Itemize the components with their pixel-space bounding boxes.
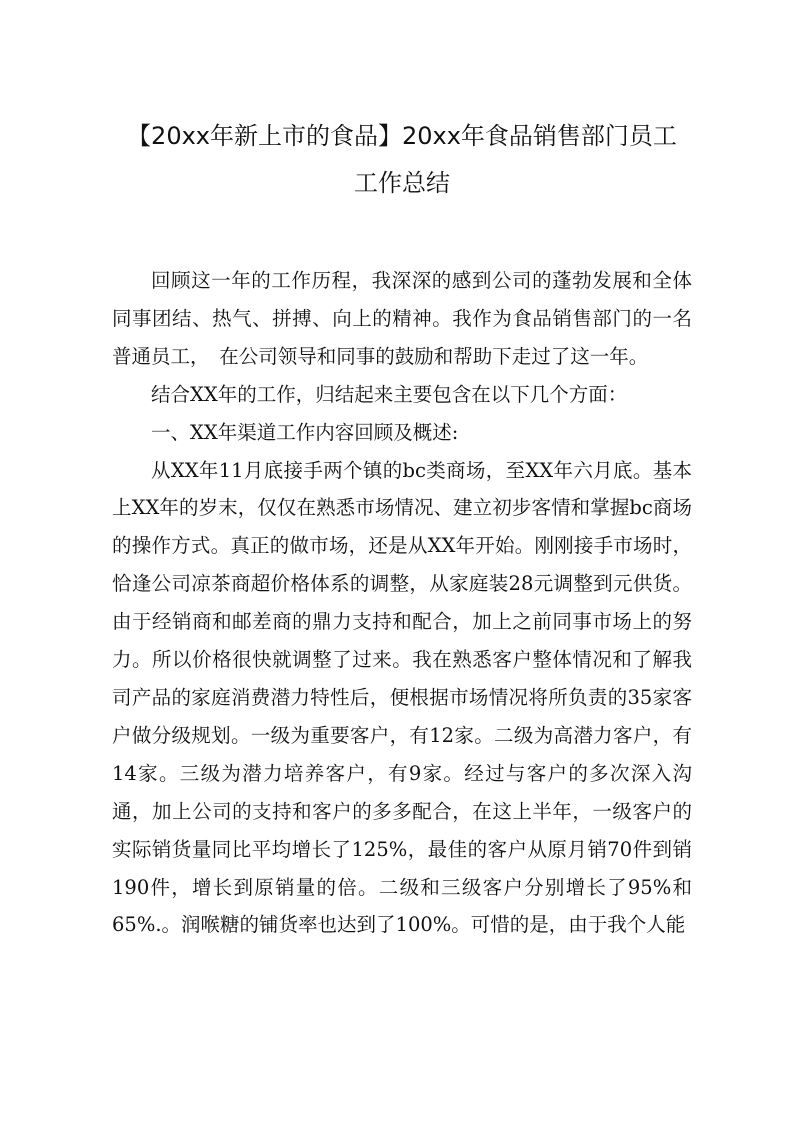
document-body — [112, 262, 692, 944]
document-title: 【20xx年新上市的食品】20xx年食品销售部门员工工作总结 — [127, 122, 677, 197]
paragraph-intro: 回顾这一年的工作历程，我深深的感到公司的蓬勃发展和全体同事团结、热气、拼搏、向上的精神。我作为食品销售部门的一名普通员工， 在公司领导和同事的鼓励和帮助下走过了这一年。 — [112, 269, 692, 368]
paragraph-channel-review: 从XX年11月底接手两个镇的bc类商场，至XX年六月底。基本上XX年的岁末，仅仅在熟悉市场情况、建立初步客情和掌握bc商场的操作方式。真正的做市场，还是从XX年开始。刚刚接手市场时，恰逢公司凉茶商超价格体系的调整，从家庭装28元调整到元供货。由于经销商和邮差商的鼎力支持和配合，加上之前同事市场上的努力。所以价格很快就调整了过来。我在熟悉客户整体情况和了解我司产品的家庭消费潜力特性后，便根据市场情况将所负责的35家客户做分级规划。一级为重要客户，有12家。二级为高潜力客户，有14家。三级为潜力培养客户，有9家。经过与客户的多次深入沟通，加上公司的支持和客户的多多配合，在这上半年，一级客户的实际销货量同比平均增长了125%，最佳的客户从原月销70件到销190件，增长到原销量的倍。二级和三级客户分别增长了95%和65%.。润喉糖的铺货率也达到了100%。可惜的是，由于我个人能 — [112, 458, 692, 937]
paragraph-summary-lead: 结合XX年的工作，归结起来主要包含在以下几个方面： — [151, 382, 628, 406]
section-heading: 一、XX年渠道工作内容回顾及概述: — [151, 420, 459, 444]
